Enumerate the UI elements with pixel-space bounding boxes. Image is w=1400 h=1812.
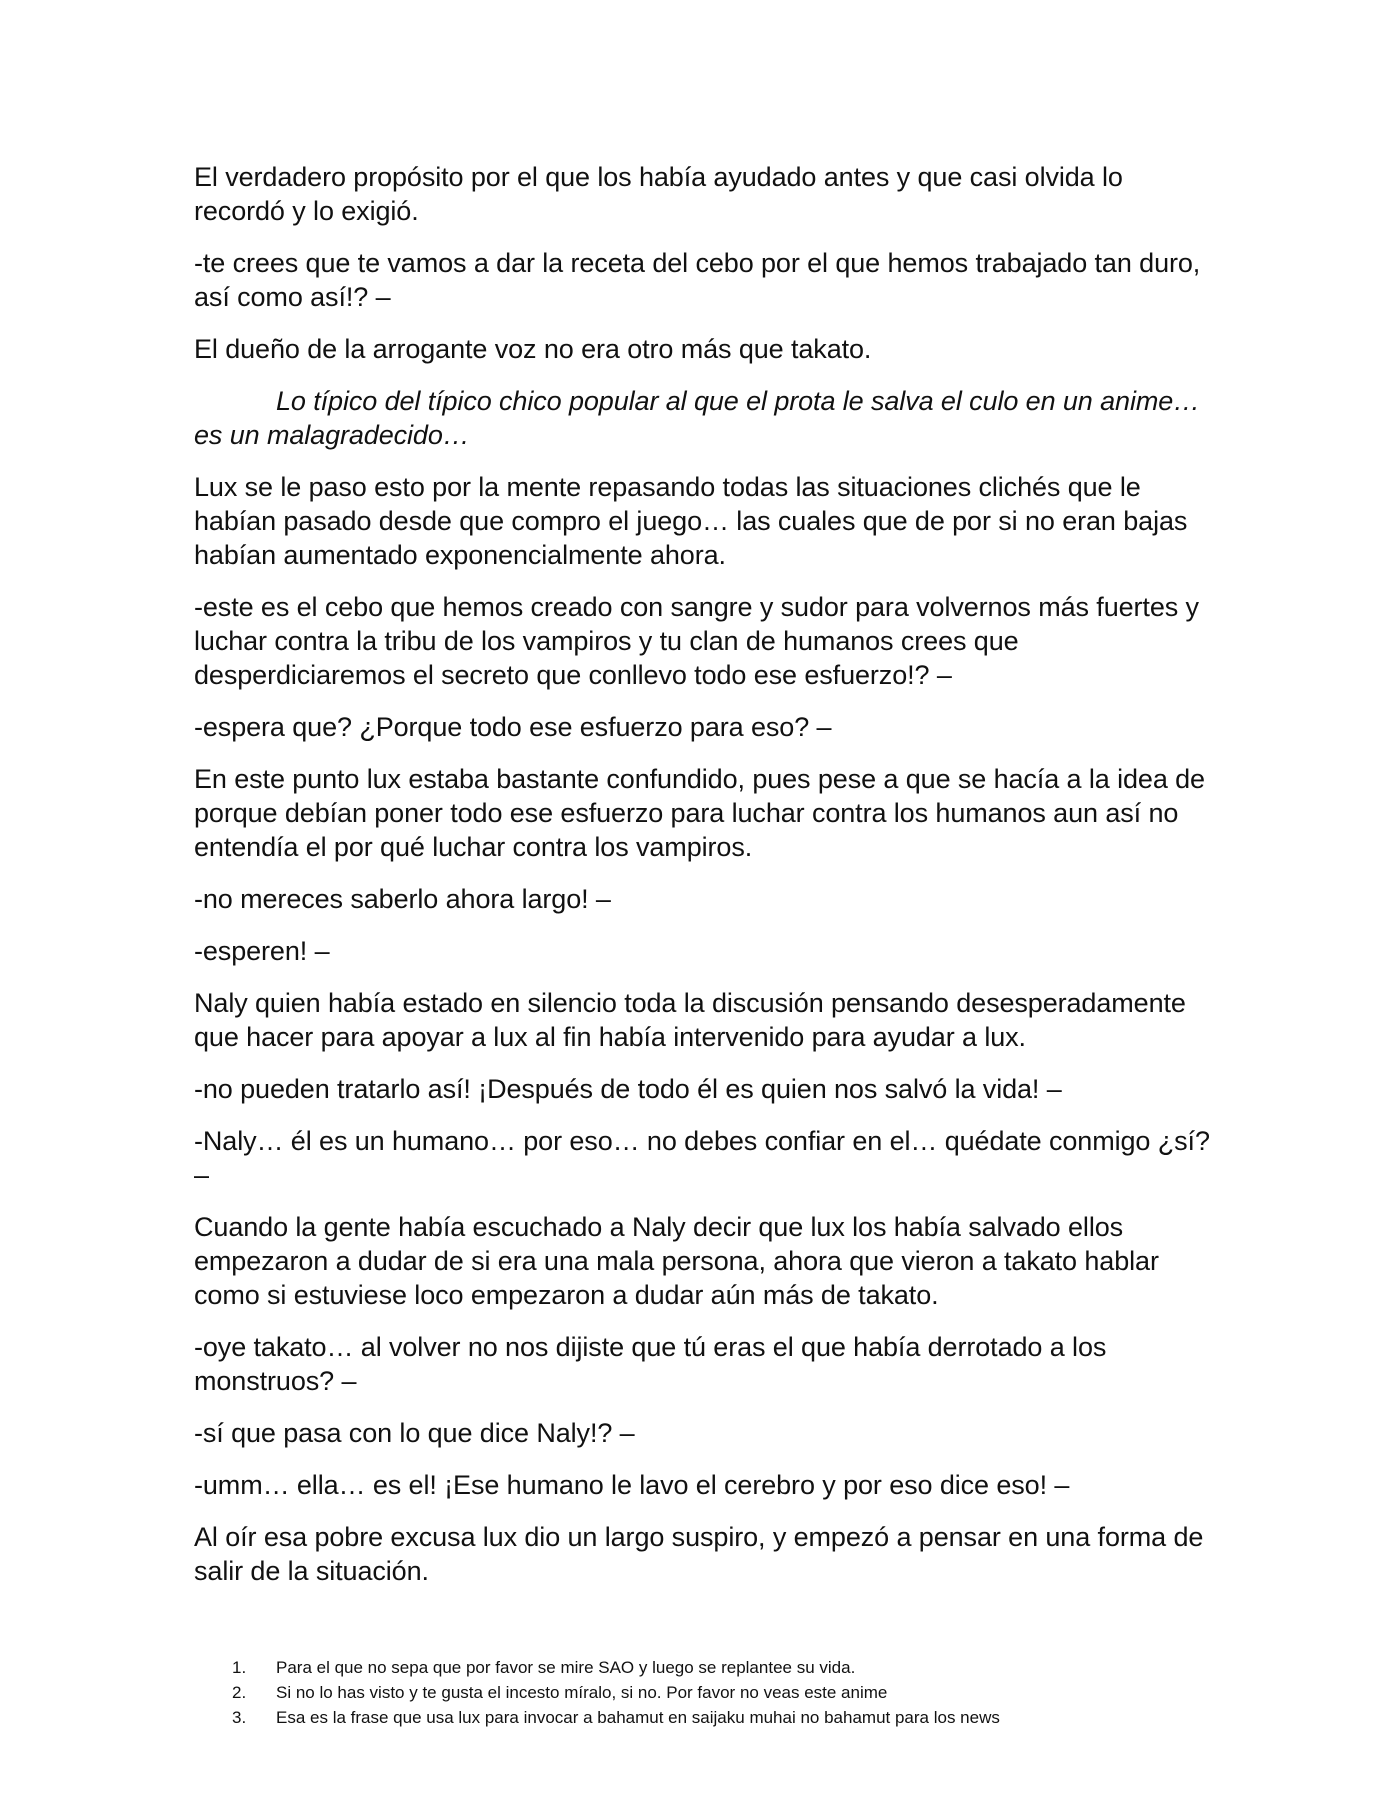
footnote-item — [232, 1655, 1232, 1680]
footnote-item — [232, 1680, 1232, 1705]
paragraph: Al oír esa pobre excusa lux dio un largo suspiro, y empezó a pensar en una forma de salir de la situación. — [194, 1522, 1204, 1586]
footnote-text: Para el que no sepa que por favor se mire SAO y luego se replantee su vida. — [276, 1658, 856, 1677]
paragraph: Lux se le paso esto por la mente repasando todas las situaciones clichés que le habían pasado desde que compro el juego… las cuales que de por si no eran bajas habían aumentado exponencialmente ahora. — [194, 472, 1188, 570]
paragraph: En este punto lux estaba bastante confundido, pues pese a que se hacía a la idea de porque debían poner todo ese esfuerzo para luchar contra los humanos aun así no entendía el por qué luchar contra los vampiros. — [194, 764, 1205, 862]
paragraph: -espera que? ¿Porque todo ese esfuerzo para eso? – — [194, 712, 832, 742]
footnotes-list — [232, 1655, 1232, 1730]
footnote-number: 3. — [232, 1708, 247, 1727]
paragraph: -oye takato… al volver no nos dijiste que tú eras el que había derrotado a los monstruos? – — [194, 1332, 1107, 1396]
paragraph: -esperen! – — [194, 936, 330, 966]
paragraph: -este es el cebo que hemos creado con sangre y sudor para volvernos más fuertes y luchar contra la tribu de los vampiros y tu clan de humanos crees que desperdiciaremos el secreto que conllevo todo ese esfuerzo!? – — [194, 592, 1199, 690]
paragraph: Cuando la gente había escuchado a Naly decir que lux los había salvado ellos empezaron a dudar de si era una mala persona, ahora que vieron a takato hablar como si estuviese loco empezaron a dudar aún más de takato. — [194, 1212, 1159, 1310]
paragraph: -sí que pasa con lo que dice Naly!? – — [194, 1418, 635, 1448]
footnote-number: 2. — [232, 1683, 247, 1702]
footnote-number: 1. — [232, 1658, 247, 1677]
paragraph: El dueño de la arrogante voz no era otro más que takato. — [194, 334, 872, 364]
paragraph: -umm… ella… es el! ¡Ese humano le lavo el cerebro y por eso dice eso! – — [194, 1470, 1070, 1500]
paragraph: El verdadero propósito por el que los había ayudado antes y que casi olvida lo recordó y lo exigió. — [194, 162, 1123, 226]
footnote-text: Esa es la frase que usa lux para invocar a bahamut en saijaku muhai no bahamut para los news — [276, 1708, 1000, 1727]
paragraph: -te crees que te vamos a dar la receta del cebo por el que hemos trabajado tan duro, así como así!? – — [194, 248, 1201, 312]
footnote-text: Si no lo has visto y te gusta el incesto míralo, si no. Por favor no veas este anime — [276, 1683, 888, 1702]
paragraph: Naly quien había estado en silencio toda la discusión pensando desesperadamente que hacer para apoyar a lux al fin había intervenido para ayudar a lux. — [194, 988, 1186, 1052]
footnote-item — [232, 1705, 1232, 1730]
body-text — [194, 160, 1214, 1606]
paragraph: -no pueden tratarlo así! ¡Después de todo él es quien nos salvó la vida! – — [194, 1074, 1062, 1104]
paragraph: -Naly… él es un humano… por eso… no debes confiar en el… quédate conmigo ¿sí? – — [194, 1126, 1210, 1190]
paragraph: -no mereces saberlo ahora largo! – — [194, 884, 611, 914]
italic-paragraph: Lo típico del típico chico popular al que el prota le salva el culo en un anime… es un malagradecido… — [194, 386, 1201, 450]
